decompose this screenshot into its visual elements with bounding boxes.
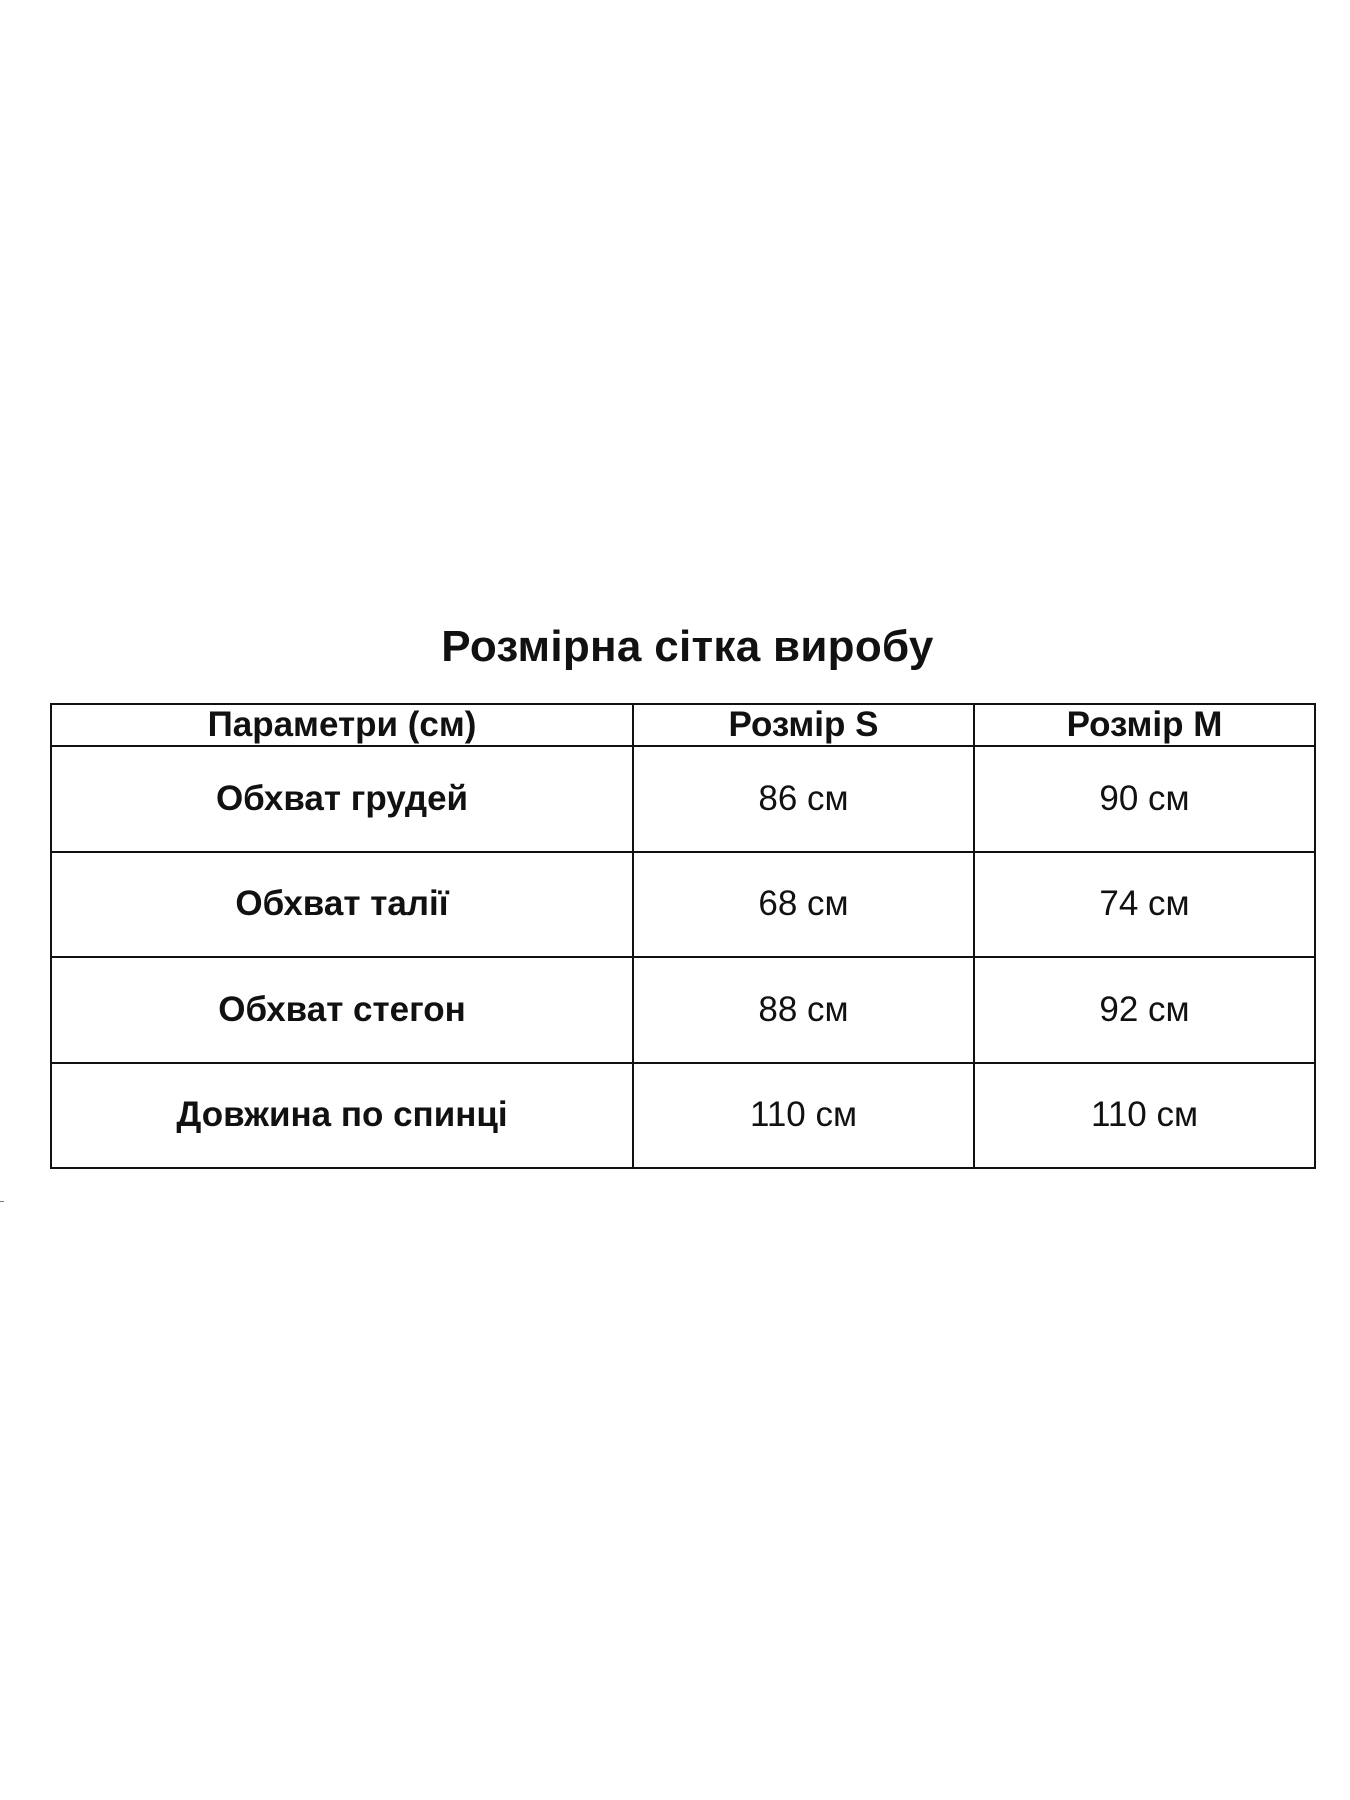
row-param-label: Обхват талії bbox=[51, 852, 633, 958]
row-size-m-value: 90 см bbox=[974, 746, 1315, 852]
row-size-m-value: 92 см bbox=[974, 957, 1315, 1063]
size-chart-table bbox=[50, 703, 1316, 1169]
table-row bbox=[51, 1063, 1315, 1169]
header-parameters: Параметри (см) bbox=[51, 704, 633, 746]
table-row bbox=[51, 852, 1315, 958]
row-size-m-value: 110 см bbox=[974, 1063, 1315, 1169]
row-size-m-value: 74 см bbox=[974, 852, 1315, 958]
table-row bbox=[51, 957, 1315, 1063]
row-size-s-value: 110 см bbox=[633, 1063, 974, 1169]
row-param-label: Довжина по спинці bbox=[51, 1063, 633, 1169]
row-param-label: Обхват грудей bbox=[51, 746, 633, 852]
header-size-m: Розмір M bbox=[974, 704, 1315, 746]
table-row bbox=[51, 746, 1315, 852]
row-param-label: Обхват стегон bbox=[51, 957, 633, 1063]
table-header-row bbox=[51, 704, 1315, 746]
page-title: Розмірна сітка виробу bbox=[441, 622, 934, 671]
row-size-s-value: 88 см bbox=[633, 957, 974, 1063]
row-size-s-value: 68 см bbox=[633, 852, 974, 958]
header-size-s: Розмір S bbox=[633, 704, 974, 746]
edge-artifact-mark bbox=[0, 1201, 4, 1202]
row-size-s-value: 86 см bbox=[633, 746, 974, 852]
